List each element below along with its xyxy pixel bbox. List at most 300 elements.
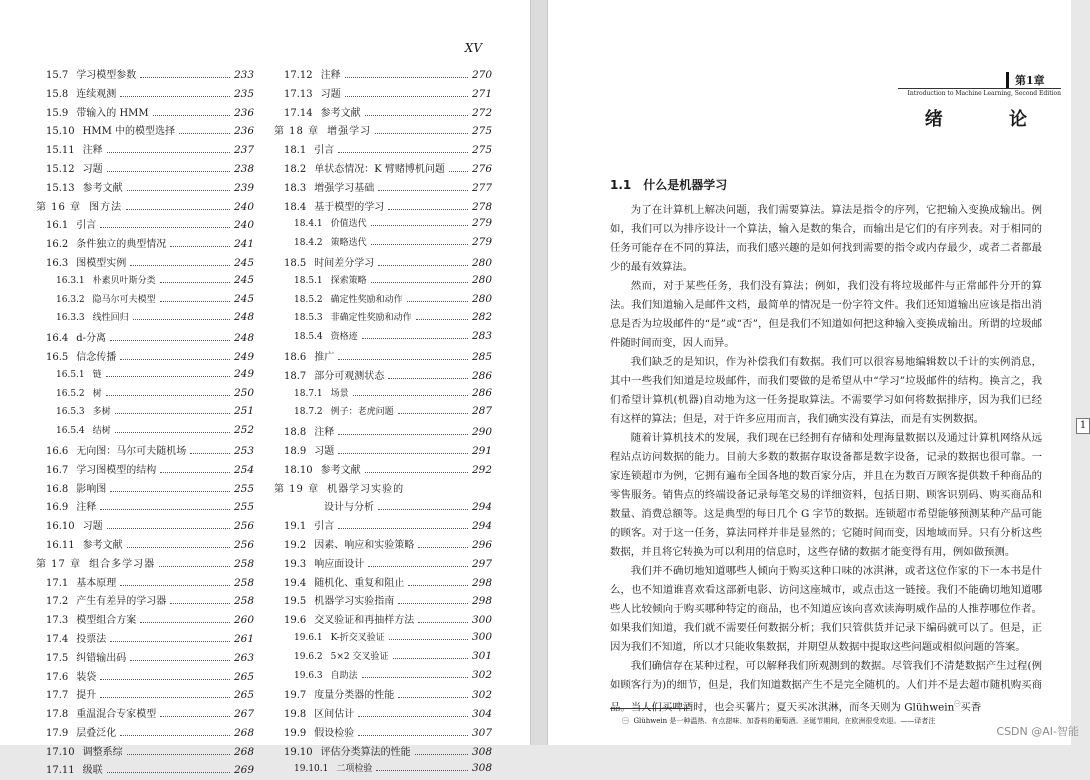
toc-entry-title: 纠错输出码 <box>76 652 127 664</box>
toc-entry[interactable] <box>274 66 492 85</box>
toc-entry-number: 16.11 <box>46 539 75 551</box>
toc-entry-title: 引言 <box>314 521 335 533</box>
toc-leader-dots <box>345 96 468 97</box>
toc-entry-number: 16.3.1 <box>56 275 85 286</box>
toc-entry-page: 236 <box>233 125 254 138</box>
toc-chapter-entry[interactable] <box>274 480 492 499</box>
toc-leader-dots <box>378 190 468 191</box>
toc-leader-dots <box>179 133 230 134</box>
toc-entry[interactable] <box>274 160 492 179</box>
toc-chapter-entry[interactable] <box>36 555 254 574</box>
toc-leader-dots <box>127 547 230 548</box>
toc-entry[interactable] <box>36 104 254 123</box>
toc-entry[interactable] <box>274 761 492 780</box>
toc-entry-number: 16.9 <box>46 502 69 514</box>
toc-entry-page: 286 <box>471 369 492 382</box>
toc-entry-number: 19.1 <box>284 521 307 533</box>
toc-entry[interactable] <box>274 348 492 367</box>
toc-entry-title: 引言 <box>76 220 97 232</box>
toc-entry-number: 18.8 <box>284 427 307 439</box>
toc-entry-number: 18.5.3 <box>294 313 323 324</box>
toc-entry[interactable] <box>36 574 254 593</box>
toc-entry[interactable] <box>36 85 254 104</box>
toc-entry-title: 时间差分学习 <box>314 257 375 269</box>
toc-entry-page: 268 <box>233 745 254 758</box>
toc-entry-number: 17.13 <box>284 88 313 100</box>
toc-entry[interactable] <box>274 310 492 329</box>
toc-leader-dots <box>153 115 230 116</box>
toc-entry-title: 重温混合专家模型 <box>76 709 157 721</box>
footnote-ref: ㊀ <box>954 701 961 708</box>
toc-leader-dots <box>107 152 230 153</box>
toc-leader-dots <box>338 359 468 360</box>
toc-entry-title: 习题 <box>314 445 335 457</box>
toc-entry-number: 16.4 <box>46 333 69 345</box>
toc-entry-page: 245 <box>233 273 254 286</box>
toc-entry-number: 17.8 <box>46 709 69 721</box>
toc-leader-dots <box>338 434 468 435</box>
toc-entry-title: 参考文献 <box>82 539 123 551</box>
toc-entry-title: 层叠泛化 <box>76 727 117 739</box>
toc-leader-dots <box>362 677 468 678</box>
toc-entry[interactable] <box>274 574 492 593</box>
toc-entry-number: 19.5 <box>284 596 307 608</box>
toc-chapter-entry[interactable] <box>36 198 254 217</box>
toc-entry[interactable] <box>274 555 492 574</box>
toc-entry-page: 271 <box>471 87 492 100</box>
toc-leader-dots <box>378 509 468 510</box>
toc-entry[interactable] <box>36 743 254 762</box>
toc-entry-page: 245 <box>233 292 254 305</box>
toc-entry-number: 19.9 <box>284 727 307 739</box>
toc-entry[interactable] <box>274 630 492 649</box>
section-title: 什么是机器学习 <box>643 178 728 192</box>
toc-leader-dots <box>127 754 230 755</box>
toc-leader-dots <box>398 603 468 604</box>
toc-leader-dots <box>407 301 468 302</box>
toc-entry[interactable] <box>274 686 492 705</box>
toc-entry[interactable] <box>274 423 492 442</box>
toc-leader-dots <box>388 209 468 210</box>
toc-column-left <box>36 66 254 780</box>
toc-entry[interactable] <box>36 461 254 480</box>
toc-entry-title: 习题 <box>320 88 341 100</box>
toc-entry-page: 255 <box>233 482 254 495</box>
toc-entry-title: 注释 <box>320 70 341 81</box>
toc-entry-number: 16.10 <box>46 521 75 533</box>
footnote-text: Glühwein 是一种温热、有点甜味、加香料的葡萄酒。圣诞节期间，在欧洲很受欢迎。——译者注 <box>633 717 936 725</box>
toc-entry-number: 16.2 <box>46 239 69 251</box>
paragraph: 为了在计算机上解决问题，我们需要算法。算法是指令的序列，它把输入变换成输出。例如，我们可以为排序设计一个算法，输入是数的集合，而输出是它们的有序列表。对于相同的任务可能存在不同的算法，而我们感兴趣的是如何找到需要的指令或内存最少，或者二者都最少的最有效算法。 <box>610 204 1042 273</box>
toc-entry[interactable] <box>274 273 492 292</box>
toc-entry-page: 298 <box>471 576 492 589</box>
toc-entry[interactable] <box>36 235 254 254</box>
toc-entry[interactable] <box>36 480 254 499</box>
toc-entry-title: 场景 <box>330 388 349 399</box>
toc-entry[interactable] <box>274 517 492 536</box>
toc-entry-number: 19.8 <box>284 709 307 721</box>
toc-entry[interactable] <box>36 348 254 367</box>
toc-entry-title: 学习图模型的结构 <box>76 464 157 476</box>
toc-entry[interactable] <box>274 235 492 254</box>
toc-entry[interactable] <box>274 198 492 217</box>
toc-entry-title: 价值迭代 <box>330 219 367 230</box>
toc-entry-page: 270 <box>471 69 492 81</box>
toc-entry-title: 增强学习基础 <box>314 182 375 194</box>
toc-entry[interactable] <box>274 104 492 123</box>
toc-entry-title: 习题 <box>82 163 103 175</box>
toc-leader-dots <box>415 754 468 755</box>
toc-entry-page: 258 <box>233 576 254 589</box>
toc-entry-number: 19.6.2 <box>294 651 323 662</box>
toc-entry[interactable] <box>274 611 492 630</box>
toc-entry[interactable] <box>274 724 492 743</box>
toc-leader-dots <box>365 472 468 473</box>
toc-entry[interactable] <box>36 122 254 141</box>
toc-leader-dots <box>160 282 230 283</box>
toc-entry-page: 291 <box>471 444 492 457</box>
toc-entry-number: 15.11 <box>46 145 75 157</box>
toc-entry[interactable] <box>274 329 492 348</box>
toc-entry[interactable] <box>274 367 492 386</box>
toc-leader-dots <box>133 319 230 320</box>
toc-leader-dots <box>106 395 230 396</box>
toc-entry[interactable] <box>274 705 492 724</box>
toc-leader-dots <box>398 413 468 414</box>
toc-entry-number: 17.3 <box>46 615 69 627</box>
toc-entry-page: 241 <box>233 238 254 251</box>
toc-entry[interactable] <box>36 442 254 461</box>
toc-entry[interactable] <box>36 686 254 705</box>
toc-entry-page: 272 <box>471 106 492 119</box>
toc-entry[interactable] <box>274 179 492 198</box>
toc-entry-title: 区间估计 <box>314 709 355 721</box>
toc-entry-number: 16.7 <box>46 464 69 476</box>
toc-entry-number: 18.7.2 <box>294 407 323 418</box>
toc-entry-page: 267 <box>233 708 254 721</box>
toc-entry-page: 297 <box>471 557 492 570</box>
toc-entry-title: 设计与分析 <box>324 502 374 514</box>
toc-entry[interactable] <box>36 498 254 517</box>
toc-entry-title: 单状态情况：K 臂赌博机问题 <box>314 163 445 175</box>
toc-entry[interactable] <box>36 160 254 179</box>
toc-entry[interactable] <box>36 179 254 198</box>
toc-leader-dots <box>120 359 230 360</box>
toc-entry-number: 16.3.3 <box>56 313 85 324</box>
toc-entry-number: 第 16 章 <box>36 201 82 213</box>
toc-leader-dots <box>107 528 230 529</box>
toc-entry-number: 16.8 <box>46 483 69 495</box>
toc-entry-page: 261 <box>233 632 254 645</box>
toc-entry-number: 第 17 章 <box>36 558 82 570</box>
toc-leader-dots <box>140 622 230 623</box>
toc-entry-number: 17.2 <box>46 596 69 608</box>
toc-entry-number: 17.10 <box>46 746 75 758</box>
toc-entry-title: 参考文献 <box>82 182 123 194</box>
toc-entry-number: 18.4.2 <box>294 238 323 249</box>
toc-entry-title: 结树 <box>92 426 111 437</box>
toc-entry-page: 308 <box>471 762 492 775</box>
toc-leader-dots <box>159 566 230 567</box>
toc-entry-title: 假设检验 <box>314 727 355 739</box>
toc-entry-page: 238 <box>233 162 254 175</box>
section-heading <box>610 176 727 193</box>
toc-entry-number: 17.14 <box>284 107 313 119</box>
toc-entry[interactable] <box>36 310 254 329</box>
toc-entry-number: 17.9 <box>46 727 69 739</box>
toc-entry-page: 300 <box>471 614 492 627</box>
toc-entry-page: 300 <box>471 630 492 643</box>
toc-entry-number: 15.13 <box>46 182 75 194</box>
toc-entry-page: 239 <box>233 181 254 194</box>
toc-entry[interactable] <box>36 423 254 442</box>
toc-entry-page: 248 <box>233 332 254 345</box>
toc-entry[interactable] <box>274 386 492 405</box>
chapter-subtitle: Introduction to Machine Learning, Second Edition <box>907 90 1061 97</box>
toc-leader-dots <box>376 770 468 771</box>
toc-entry-number: 15.12 <box>46 163 75 175</box>
toc-entry[interactable] <box>36 592 254 611</box>
page-side-tab[interactable]: 1 <box>1076 418 1090 434</box>
toc-leader-dots <box>107 171 230 172</box>
toc-entry[interactable] <box>36 404 254 423</box>
toc-entry-page: 280 <box>471 256 492 269</box>
toc-entry-number: 18.5 <box>284 257 307 269</box>
toc-entry-title: 随机化、重复和阻止 <box>314 577 405 589</box>
toc-entry-number: 16.3.2 <box>56 294 85 305</box>
toc-entry-title: 评估分类算法的性能 <box>320 746 411 758</box>
toc-entry[interactable] <box>36 367 254 386</box>
toc-entry[interactable] <box>36 705 254 724</box>
toc-entry[interactable] <box>36 649 254 668</box>
toc-entry-title: 交叉验证和再抽样方法 <box>314 615 415 627</box>
toc-entry-page: 258 <box>233 557 254 570</box>
section-number: 1.1 <box>610 178 632 192</box>
toc-entry-number: 15.10 <box>46 126 75 138</box>
toc-entry-title: 注释 <box>76 502 97 514</box>
toc-entry-title: 参考文献 <box>320 464 361 476</box>
toc-entry-number: 19.6.3 <box>294 670 323 681</box>
toc-entry-page: 286 <box>471 386 492 399</box>
toc-entry-title: 信念传播 <box>76 351 117 363</box>
toc-entry-title: 学习模型参数 <box>76 70 137 81</box>
toc-entry-number: 18.5.4 <box>294 332 323 343</box>
toc-entry-page: 287 <box>471 405 492 418</box>
toc-entry-title: 机器学习实验指南 <box>314 596 395 608</box>
toc-entry-title: 二项检验 <box>336 764 373 775</box>
toc-entry-page: 250 <box>233 386 254 399</box>
paragraph: 我们并不确切地知道哪些人倾向于购买这种口味的冰淇淋，或者这位作家的下一本书是什么，也不知道谁喜欢看这部新电影、访问这座城市，或点击这一链接。我们不能确切地知道哪些人比较倾向于购买哪种特定的商品，也不知道应该向喜欢读海明威作品的人推荐哪位作者。如果我们知道，我们就不需要任何数据分析；我们只管供货并记录下编码就可以了。但是，正因为我们不知道，所以才只能收集数据，并期望从数据中提取这些问题或相似问题的答案。 <box>610 565 1042 653</box>
toc-entry[interactable] <box>274 743 492 762</box>
toc-entry-page: 252 <box>233 424 254 437</box>
toc-entry-number: 17.6 <box>46 671 69 683</box>
toc-entry-page: 296 <box>471 538 492 551</box>
toc-entry[interactable] <box>36 630 254 649</box>
toc-leader-dots <box>190 453 230 454</box>
toc-leader-dots <box>130 265 230 266</box>
toc-entry[interactable] <box>274 668 492 687</box>
toc-entry[interactable] <box>274 404 492 423</box>
toc-entry-page: 269 <box>233 764 254 777</box>
toc-entry-number: 16.5.3 <box>56 407 85 418</box>
toc-entry-title: 影响图 <box>76 483 107 495</box>
toc-entry-number: 第 19 章 <box>274 483 320 495</box>
toc-entry-page: 308 <box>471 745 492 758</box>
toc-entry[interactable] <box>274 461 492 480</box>
toc-entry-number: 18.2 <box>284 163 307 175</box>
toc-entry-page: 290 <box>471 426 492 439</box>
toc-entry[interactable] <box>274 292 492 311</box>
left-page <box>0 0 530 777</box>
toc-entry[interactable] <box>36 761 254 780</box>
paragraph: 我们缺乏的是知识，作为补偿我们有数据。我们可以很容易地编辑数以千计的实例消息，其中一些我们知道是垃圾邮件，而我们要做的是希望从中“学习”垃圾邮件的结构。换言之，我们希望计算机(机器)自动地为这一任务提取算法。不需要学习如何将数据排序，因为我们已经有这样的算法；但是，对于许多应用而言，我们确实没有算法，而是有实例数据。 <box>610 356 1042 425</box>
toc-entry-number: 19.7 <box>284 690 307 702</box>
toc-entry[interactable] <box>36 517 254 536</box>
toc-leader-dots <box>100 509 230 510</box>
toc-leader-dots <box>358 735 468 736</box>
toc-entry-title: 增强学习 <box>327 126 372 138</box>
toc-leader-dots <box>115 413 230 414</box>
right-page <box>548 0 1071 745</box>
toc-entry-number: 16.5.4 <box>56 426 85 437</box>
toc-entry-title: 提升 <box>76 690 97 702</box>
footnote <box>622 716 935 726</box>
toc-entry-title: 条件独立的典型情况 <box>76 239 167 251</box>
toc-entry-page: 275 <box>471 125 492 138</box>
toc-entry-number: 19.3 <box>284 558 307 570</box>
toc-entry[interactable] <box>36 66 254 85</box>
toc-leader-dots <box>126 209 230 210</box>
toc-entry[interactable] <box>36 536 254 555</box>
toc-entry-number: 17.12 <box>284 70 313 81</box>
toc-leader-dots <box>110 491 230 492</box>
toc-leader-dots <box>375 133 468 134</box>
toc-entry-title: d-分离 <box>76 333 107 345</box>
toc-entry[interactable] <box>36 216 254 235</box>
toc-entry[interactable] <box>36 668 254 687</box>
toc-chapter-entry[interactable] <box>274 122 492 141</box>
toc-leader-dots <box>160 301 230 302</box>
toc-entry[interactable] <box>274 649 492 668</box>
toc-entry-title: 参考文献 <box>320 107 361 119</box>
toc-entry-page: 248 <box>233 311 254 324</box>
toc-entry-title: 图模型实例 <box>76 257 127 269</box>
toc-entry-page: 236 <box>233 106 254 119</box>
toc-leader-dots <box>378 265 468 266</box>
toc-entry-title: 链 <box>92 369 102 380</box>
toc-leader-dots <box>106 376 230 377</box>
toc-entry-title: K-折交叉验证 <box>330 632 385 643</box>
toc-entry[interactable] <box>36 273 254 292</box>
toc-entry-page: 255 <box>233 501 254 514</box>
toc-leader-dots <box>115 432 230 433</box>
page-number: XV <box>464 41 482 55</box>
toc-entry[interactable] <box>36 724 254 743</box>
toc-entry[interactable] <box>274 592 492 611</box>
toc-entry-title: 朴素贝叶斯分类 <box>92 275 156 286</box>
toc-leader-dots <box>398 697 468 698</box>
toc-entry-title: HMM 中的模型选择 <box>82 126 176 138</box>
toc-entry[interactable] <box>274 498 492 517</box>
toc-entry-number: 15.7 <box>46 70 69 81</box>
toc-leader-dots <box>170 603 230 604</box>
toc-entry[interactable] <box>36 611 254 630</box>
toc-entry-page: 280 <box>471 292 492 305</box>
toc-entry-number: 16.3 <box>46 257 69 269</box>
toc-leader-dots <box>393 658 468 659</box>
toc-entry-page: 249 <box>233 367 254 380</box>
toc-entry-page: 240 <box>233 200 254 213</box>
toc-leader-dots <box>120 96 230 97</box>
toc-entry-title: 模型组合方案 <box>76 615 137 627</box>
toc-entry-page: 253 <box>233 444 254 457</box>
toc-leader-dots <box>371 282 468 283</box>
toc-leader-dots <box>170 246 230 247</box>
toc-entry-title: 习题 <box>82 521 103 533</box>
toc-entry-page: 301 <box>471 649 492 662</box>
chapter-label: 第1章 <box>1006 72 1070 88</box>
toc-entry-title: 非确定性奖励和动作 <box>330 313 412 324</box>
toc-entry-page: 294 <box>471 520 492 533</box>
toc-entry-number: 17.1 <box>46 577 69 589</box>
toc-column-right <box>274 66 492 780</box>
toc-entry-page: 307 <box>471 726 492 739</box>
toc-entry-page: 280 <box>471 273 492 286</box>
toc-leader-dots <box>416 319 468 320</box>
footnote-marker: ㊀ <box>622 717 629 725</box>
toc-entry-number: 18.7.1 <box>294 388 323 399</box>
toc-entry-number: 18.1 <box>284 145 307 157</box>
toc-entry-title: 例子：老虎问题 <box>330 407 394 418</box>
toc-entry-number: 15.8 <box>46 88 69 100</box>
toc-entry-number: 19.10 <box>284 746 313 758</box>
toc-entry[interactable] <box>36 141 254 160</box>
toc-entry[interactable] <box>274 141 492 160</box>
toc-entry[interactable] <box>274 216 492 235</box>
toc-entry-number: 16.6 <box>46 445 69 457</box>
toc-entry[interactable] <box>36 386 254 405</box>
toc-entry-number: 17.7 <box>46 690 69 702</box>
toc-entry[interactable] <box>36 254 254 273</box>
toc-entry-page: 256 <box>233 520 254 533</box>
toc-entry[interactable] <box>274 85 492 104</box>
toc-entry-page: 275 <box>471 144 492 157</box>
toc-entry-title: 装袋 <box>76 671 97 683</box>
toc-entry-title: 级联 <box>82 765 103 777</box>
toc-entry-page: 285 <box>471 350 492 363</box>
toc-leader-dots <box>338 152 468 153</box>
toc-entry[interactable] <box>36 292 254 311</box>
paragraph: 然而，对于某些任务，我们没有算法；例如，我们没有将垃圾邮件与正常邮件分开的算法。我们知道输入是邮件文档，最简单的情况是一份字符文件。我们还知道输出应该是指出消息是否为垃圾邮件的“是”或“否”，但是我们不知道如何把这种输入变换成输出。所谓的垃圾邮件随时间而变，因人而异。 <box>610 280 1042 349</box>
toc-entry-page: 245 <box>233 256 254 269</box>
page-gutter <box>530 0 548 745</box>
toc-entry-page: 256 <box>233 538 254 551</box>
toc-entry[interactable] <box>274 442 492 461</box>
toc-entry[interactable] <box>274 536 492 555</box>
paragraph-tail: 买香 <box>960 701 982 714</box>
toc-entry[interactable] <box>36 329 254 348</box>
toc-entry-title: 自助法 <box>330 670 358 681</box>
toc-entry-page: 240 <box>233 219 254 232</box>
toc-leader-dots <box>418 622 468 623</box>
toc-entry[interactable] <box>274 254 492 273</box>
toc-entry-number: 19.6.1 <box>294 632 323 643</box>
toc-entry-number: 18.9 <box>284 445 307 457</box>
toc-entry-number: 18.3 <box>284 182 307 194</box>
toc-leader-dots <box>365 115 468 116</box>
toc-entry-title: 机器学习实验的 <box>327 483 405 495</box>
toc-leader-dots <box>449 171 468 172</box>
